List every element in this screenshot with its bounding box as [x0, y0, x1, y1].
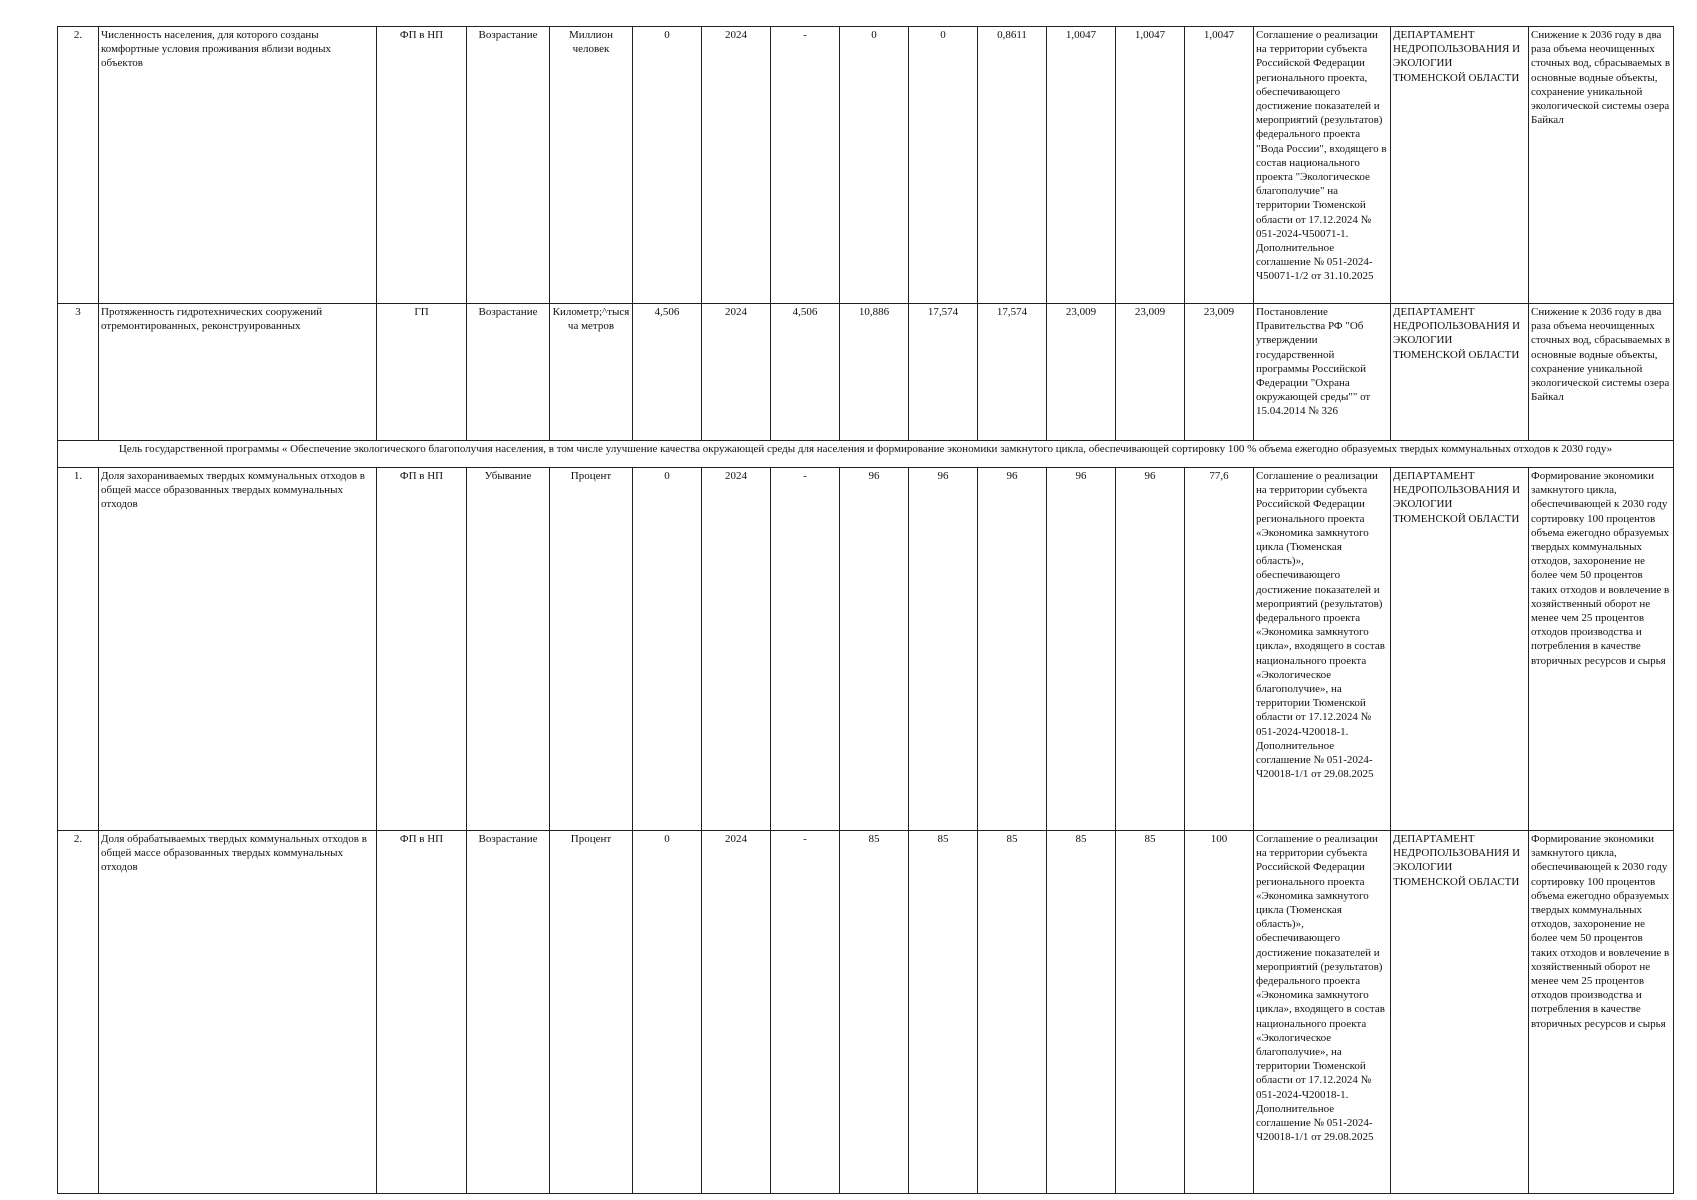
national-goal-link: Снижение к 2036 году в два раза объема неочищенных сточных вод, сбрасываемых в основные водные объекты, сохранение уникальной экологической системы озера Байкал	[1529, 304, 1674, 441]
value-cell: 85	[1047, 831, 1116, 1194]
value-cell: 0	[909, 27, 978, 304]
value-cell: 4,506	[771, 304, 840, 441]
indicator-level: ФП в НП	[377, 831, 467, 1194]
value-cell: -	[771, 468, 840, 831]
value-cell: 96	[978, 468, 1047, 831]
value-cell: 17,574	[978, 304, 1047, 441]
indicator-trend: Возрастание	[467, 27, 550, 304]
indicator-name: Численность населения, для которого созданы комфортные условия проживания вблизи водных объектов	[99, 27, 377, 304]
value-cell: 85	[909, 831, 978, 1194]
responsible-body: ДЕПАРТАМЕНТ НЕДРОПОЛЬЗОВАНИЯ И ЭКОЛОГИИ ТЮМЕНСКОЙ ОБЛАСТИ	[1391, 304, 1529, 441]
value-cell: 1,0047	[1116, 27, 1185, 304]
indicator-unit: Процент	[550, 831, 633, 1194]
responsible-body: ДЕПАРТАМЕНТ НЕДРОПОЛЬЗОВАНИЯ И ЭКОЛОГИИ ТЮМЕНСКОЙ ОБЛАСТИ	[1391, 27, 1529, 304]
value-cell: 85	[840, 831, 909, 1194]
base-value: 4,506	[633, 304, 702, 441]
value-cell: 85	[978, 831, 1047, 1194]
indicator-name: Доля обрабатываемых твердых коммунальных отходов в общей массе образованных твердых коммунальных отходов	[99, 831, 377, 1194]
indicator-level: ГП	[377, 304, 467, 441]
value-cell: 77,6	[1185, 468, 1254, 831]
base-year: 2024	[702, 468, 771, 831]
indicator-unit: Миллион человек	[550, 27, 633, 304]
row-number: 2.	[58, 27, 99, 304]
responsible-body: ДЕПАРТАМЕНТ НЕДРОПОЛЬЗОВАНИЯ И ЭКОЛОГИИ ТЮМЕНСКОЙ ОБЛАСТИ	[1391, 831, 1529, 1194]
value-cell: -	[771, 27, 840, 304]
source-document: Соглашение о реализации на территории субъекта Российской Федерации регионального проекта «Экономика замкнутого цикла (Тюменская область)», обеспечивающего достижение показателей и мероприятий (результатов) федерального проекта «Экономика замкнутого цикла», входящего в состав национального проекта «Экологическое благополучие», на территории Тюменской области от 17.12.2024 № 051-2024-Ч20018-1. Дополнительное соглашение № 051-2024-Ч20018-1/1 от 29.08.2025	[1254, 468, 1391, 831]
value-cell: 23,009	[1185, 304, 1254, 441]
source-document: Соглашение о реализации на территории субъекта Российской Федерации регионального проекта «Экономика замкнутого цикла (Тюменская область)», обеспечивающего достижение показателей и мероприятий (результатов) федерального проекта «Экономика замкнутого цикла», входящего в состав национального проекта «Экологическое благополучие», на территории Тюменской области от 17.12.2024 № 051-2024-Ч20018-1. Дополнительное соглашение № 051-2024-Ч20018-1/1 от 29.08.2025	[1254, 831, 1391, 1194]
base-year: 2024	[702, 831, 771, 1194]
value-cell: -	[771, 831, 840, 1194]
table-row	[58, 831, 1674, 1194]
base-year: 2024	[702, 304, 771, 441]
base-value: 0	[633, 27, 702, 304]
row-number: 2.	[58, 831, 99, 1194]
indicator-trend: Возрастание	[467, 304, 550, 441]
program-goal: Цель государственной программы « Обеспечение экологического благополучия населения, в том числе улучшение качества окружающей среды для населения и формирование экономики замкнутого цикла, обеспечивающей сортировку 100 % объема ежегодно образуемых твердых коммунальных отходов к 2030 году»	[58, 441, 1674, 468]
value-cell: 1,0047	[1047, 27, 1116, 304]
value-cell: 85	[1116, 831, 1185, 1194]
indicator-level: ФП в НП	[377, 468, 467, 831]
row-number: 3	[58, 304, 99, 441]
indicator-name: Доля захораниваемых твердых коммунальных отходов в общей массе образованных твердых коммунальных отходов	[99, 468, 377, 831]
table-row	[58, 304, 1674, 441]
responsible-body: ДЕПАРТАМЕНТ НЕДРОПОЛЬЗОВАНИЯ И ЭКОЛОГИИ ТЮМЕНСКОЙ ОБЛАСТИ	[1391, 468, 1529, 831]
value-cell: 23,009	[1047, 304, 1116, 441]
value-cell: 96	[1047, 468, 1116, 831]
indicator-level: ФП в НП	[377, 27, 467, 304]
national-goal-link: Формирование экономики замкнутого цикла, обеспечивающей к 2030 году сортировку 100 процентов объема ежегодно образуемых твердых коммунальных отходов, захоронение не более чем 50 процентов таких отходов и вовлечение в хозяйственный оборот не менее чем 25 процентов отходов производства и потребления в качестве вторичных ресурсов и сырья	[1529, 831, 1674, 1194]
value-cell: 96	[840, 468, 909, 831]
value-cell: 0,8611	[978, 27, 1047, 304]
indicators-table	[57, 26, 1674, 1194]
base-value: 0	[633, 468, 702, 831]
table-row	[58, 468, 1674, 831]
national-goal-link: Снижение к 2036 году в два раза объема неочищенных сточных вод, сбрасываемых в основные водные объекты, сохранение уникальной экологической системы озера Байкал	[1529, 27, 1674, 304]
value-cell: 10,886	[840, 304, 909, 441]
base-year: 2024	[702, 27, 771, 304]
indicator-trend: Убывание	[467, 468, 550, 831]
value-cell: 100	[1185, 831, 1254, 1194]
source-document: Соглашение о реализации на территории субъекта Российской Федерации регионального проекта, обеспечивающего достижение показателей и мероприятий (результатов) федерального проекта "Вода России", входящего в состав национального проекта "Экологическое благополучие" на территории Тюменской области от 17.12.2024 № 051-2024-Ч50071-1. Дополнительное соглашение № 051-2024-Ч50071-1/2 от 31.10.2025	[1254, 27, 1391, 304]
row-number: 1.	[58, 468, 99, 831]
value-cell: 23,009	[1116, 304, 1185, 441]
indicator-unit: Процент	[550, 468, 633, 831]
indicator-trend: Возрастание	[467, 831, 550, 1194]
value-cell: 1,0047	[1185, 27, 1254, 304]
table-row	[58, 27, 1674, 304]
indicator-unit: Километр;^тысяча метров	[550, 304, 633, 441]
national-goal-link: Формирование экономики замкнутого цикла, обеспечивающей к 2030 году сортировку 100 процентов объема ежегодно образуемых твердых коммунальных отходов, захоронение не более чем 50 процентов таких отходов и вовлечение в хозяйственный оборот не менее чем 25 процентов отходов производства и потребления в качестве вторичных ресурсов и сырья	[1529, 468, 1674, 831]
value-cell: 0	[840, 27, 909, 304]
value-cell: 17,574	[909, 304, 978, 441]
value-cell: 96	[1116, 468, 1185, 831]
indicator-name: Протяженность гидротехнических сооружений отремонтированных, реконструированных	[99, 304, 377, 441]
value-cell: 96	[909, 468, 978, 831]
source-document: Постановление Правительства РФ "Об утверждении государственной программы Российской Федерации "Охрана окружающей среды"" от 15.04.2014 № 326	[1254, 304, 1391, 441]
goal-row	[58, 441, 1674, 468]
base-value: 0	[633, 831, 702, 1194]
